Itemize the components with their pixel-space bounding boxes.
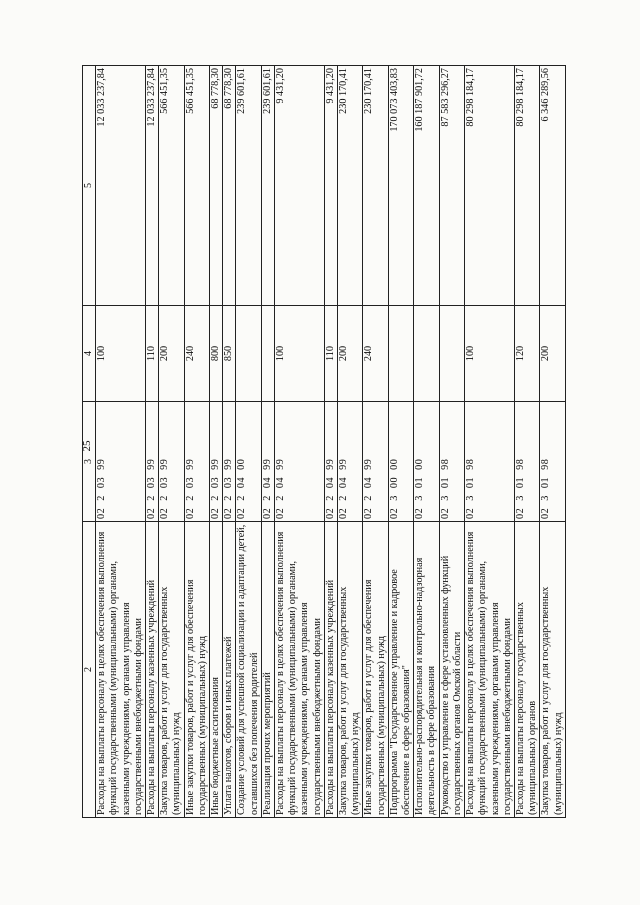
row-name: Расходы на выплаты персоналу в целях обеспечения выполнения функций государственными (муниципальными) органами, казенными учреждениями, органами управления государственными внебюджетными фондами <box>465 522 515 818</box>
row-code: 02 3 01 00 <box>414 402 439 522</box>
table-row <box>184 66 209 818</box>
row-code: 02 2 04 99 <box>324 402 337 522</box>
row-amount: 12 033 237,84 <box>96 66 146 306</box>
row-amount: 68 778,30 <box>210 66 223 306</box>
row-name: Подпрограмма "Государственное управление и кадровое обеспечение в сфере образования" <box>388 522 413 818</box>
row-amount: 160 187 901,72 <box>414 66 439 306</box>
table-row <box>223 66 236 818</box>
row-name: Уплата налогов, сборов и иных платежей <box>223 522 236 818</box>
row-name: Расходы на выплаты персоналу в целях обеспечения выполнения функций государственными (муниципальными) органами, казенными учреждениями, органами управления государственными внебюджетными фондами <box>275 522 325 818</box>
table-row <box>388 66 413 818</box>
row-type: 110 <box>324 306 337 402</box>
table-row <box>210 66 223 818</box>
row-amount: 68 778,30 <box>223 66 236 306</box>
row-amount: 87 583 296,27 <box>439 66 464 306</box>
page-number: 25 <box>81 440 93 452</box>
row-amount: 566 451,35 <box>159 66 184 306</box>
table-row <box>414 66 439 818</box>
row-amount: 230 170,41 <box>363 66 388 306</box>
row-type: 100 <box>275 306 325 402</box>
row-code: 02 2 03 99 <box>159 402 184 522</box>
header-row <box>83 66 96 818</box>
row-code: 02 3 00 00 <box>388 402 413 522</box>
table-row <box>261 66 274 818</box>
row-name: Расходы на выплаты персоналу государственных (муниципальных) органов <box>514 522 539 818</box>
header-col-2: 2 <box>83 522 96 818</box>
row-code: 02 2 03 99 <box>184 402 209 522</box>
row-amount: 239 601,61 <box>261 66 274 306</box>
row-code: 02 2 04 99 <box>261 402 274 522</box>
row-name: Создание условий для успешной социализации и адаптации детей, оставшихся без попечения родителей <box>236 522 261 818</box>
table-row <box>465 66 515 818</box>
row-type <box>439 306 464 402</box>
row-amount: 6 346 289,56 <box>540 66 565 306</box>
row-type: 200 <box>540 306 565 402</box>
row-type: 100 <box>96 306 146 402</box>
row-code: 02 2 04 99 <box>275 402 325 522</box>
row-type: 850 <box>223 306 236 402</box>
row-name: Расходы на выплаты персоналу в целях обеспечения выполнения функций государственными (муниципальными) органами, казенными учреждениями, органами управления государственными внебюджетными фондами <box>96 522 146 818</box>
row-code: 02 3 01 98 <box>540 402 565 522</box>
row-type: 120 <box>514 306 539 402</box>
row-code: 02 2 04 99 <box>363 402 388 522</box>
row-amount: 9 431,20 <box>275 66 325 306</box>
table-row <box>514 66 539 818</box>
row-name: Закупка товаров, работ и услуг для государственных (муниципальных) нужд <box>338 522 363 818</box>
row-type: 200 <box>159 306 184 402</box>
row-code: 02 3 01 98 <box>439 402 464 522</box>
row-type: 240 <box>363 306 388 402</box>
row-name: Закупка товаров, работ и услуг для государственных (муниципальных) нужд <box>159 522 184 818</box>
row-code: 02 2 04 99 <box>338 402 363 522</box>
row-name: Закупка товаров, работ и услуг для государственных (муниципальных) нужд <box>540 522 565 818</box>
row-name: Иные закупки товаров, работ и услуг для обеспечения государственных (муниципальных) нужд <box>363 522 388 818</box>
table-row <box>275 66 325 818</box>
table-row <box>338 66 363 818</box>
row-code: 02 2 03 99 <box>223 402 236 522</box>
row-type <box>388 306 413 402</box>
rotated-table-container <box>82 66 587 818</box>
budget-table <box>82 65 566 818</box>
row-name: Расходы на выплаты персоналу казенных учреждений <box>146 522 159 818</box>
row-type: 240 <box>184 306 209 402</box>
row-code: 02 2 03 99 <box>96 402 146 522</box>
table-row <box>540 66 565 818</box>
row-name: Руководство и управление в сфере установленных функций государственных органов Омской области <box>439 522 464 818</box>
row-amount: 230 170,41 <box>338 66 363 306</box>
row-amount: 80 298 184,17 <box>465 66 515 306</box>
row-amount: 9 431,20 <box>324 66 337 306</box>
table-row <box>439 66 464 818</box>
row-type <box>261 306 274 402</box>
row-type: 800 <box>210 306 223 402</box>
table-row <box>236 66 261 818</box>
header-col-4: 4 <box>83 306 96 402</box>
row-name: Реализация прочих мероприятий <box>261 522 274 818</box>
row-code: 02 3 01 98 <box>465 402 515 522</box>
row-code: 02 2 03 99 <box>146 402 159 522</box>
row-type <box>414 306 439 402</box>
row-amount: 566 451,35 <box>184 66 209 306</box>
table-row <box>146 66 159 818</box>
table-row <box>363 66 388 818</box>
row-name: Исполнительно-распорядительная и контрольно-надзорная деятельность в сфере образования <box>414 522 439 818</box>
row-name: Иные бюджетные ассигнования <box>210 522 223 818</box>
table-row <box>96 66 146 818</box>
header-col-3: 3 <box>83 402 96 522</box>
row-code: 02 2 03 99 <box>210 402 223 522</box>
row-code: 02 3 01 98 <box>514 402 539 522</box>
row-amount: 12 033 237,84 <box>146 66 159 306</box>
row-amount: 170 073 403,83 <box>388 66 413 306</box>
row-type: 200 <box>338 306 363 402</box>
row-type: 100 <box>465 306 515 402</box>
row-type: 110 <box>146 306 159 402</box>
row-name: Иные закупки товаров, работ и услуг для обеспечения государственных (муниципальных) нужд <box>184 522 209 818</box>
table-row <box>159 66 184 818</box>
row-amount: 80 298 184,17 <box>514 66 539 306</box>
row-type <box>236 306 261 402</box>
row-amount: 239 601,61 <box>236 66 261 306</box>
header-col-5: 5 <box>83 66 96 306</box>
row-code: 02 2 04 00 <box>236 402 261 522</box>
row-name: Расходы на выплаты персоналу казенных учреждений <box>324 522 337 818</box>
table-row <box>324 66 337 818</box>
